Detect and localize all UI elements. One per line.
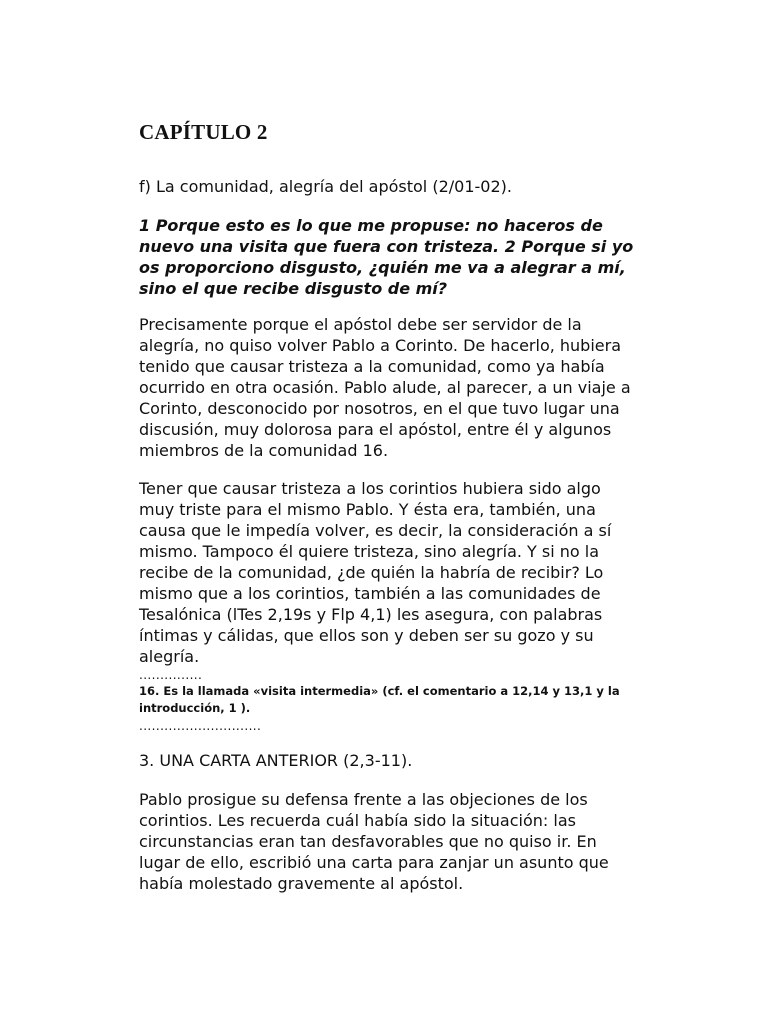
section-heading-f: f) La comunidad, alegría del apóstol (2/01-02). — [139, 177, 512, 196]
chapter-title: CAPÍTULO 2 — [139, 120, 268, 144]
footnote-separator-top: ............... — [139, 668, 203, 682]
section-heading-3: 3. UNA CARTA ANTERIOR (2,3-11). — [139, 751, 413, 770]
page-content — [139, 118, 634, 911]
scripture-verse: 1 Porque esto es lo que me propuse: no haceros de nuevo una visita que fuera con tristeza. 2 Porque si yo os proporciono disgusto, ¿quién me va a alegrar a mí, sino el que recibe disgusto de mí? — [139, 216, 634, 298]
paragraph-3: Pablo prosigue su defensa frente a las objeciones de los corintios. Les recuerda cuál había sido la situación: las circunstancias eran tan desfavorables que no quiso ir. En lugar de ello, escribió una carta para zanjar un asunto que había molestado gravemente al apóstol. — [139, 790, 609, 893]
paragraph-2: Tener que causar tristeza a los corintios hubiera sido algo muy triste para el mismo Pablo. Y ésta era, también, una causa que le impedía volver, es decir, la consideración a sí mismo. Tampoco él quiere tristeza, sino alegría. Y si no la recibe de la comunidad, ¿de quién la habría de recibir? Lo mismo que a los corintios, también a las comunidades de Tesalónica (lTes 2,19s y Flp 4,1) les asegura, con palabras íntimas y cálidas, que ellos son y deben ser su gozo y su alegría. — [139, 479, 612, 666]
paragraph-1: Precisamente porque el apóstol debe ser servidor de la alegría, no quiso volver Pablo a Corinto. De hacerlo, hubiera tenido que causar tristeza a la comunidad, como ya había ocurrido en otra ocasión. Pablo alude, al parecer, a un viaje a Corinto, desconocido por nosotros, en el que tuvo lugar una discusión, muy dolorosa para el apóstol, entre él y algunos miembros de la comunidad 16. — [139, 315, 631, 460]
footnote-16: 16. Es la llamada «visita intermedia» (cf. el comentario a 12,14 y 13,1 y la introducción, 1 ). — [139, 684, 620, 715]
footnote-separator-bottom: ............................. — [139, 719, 262, 733]
